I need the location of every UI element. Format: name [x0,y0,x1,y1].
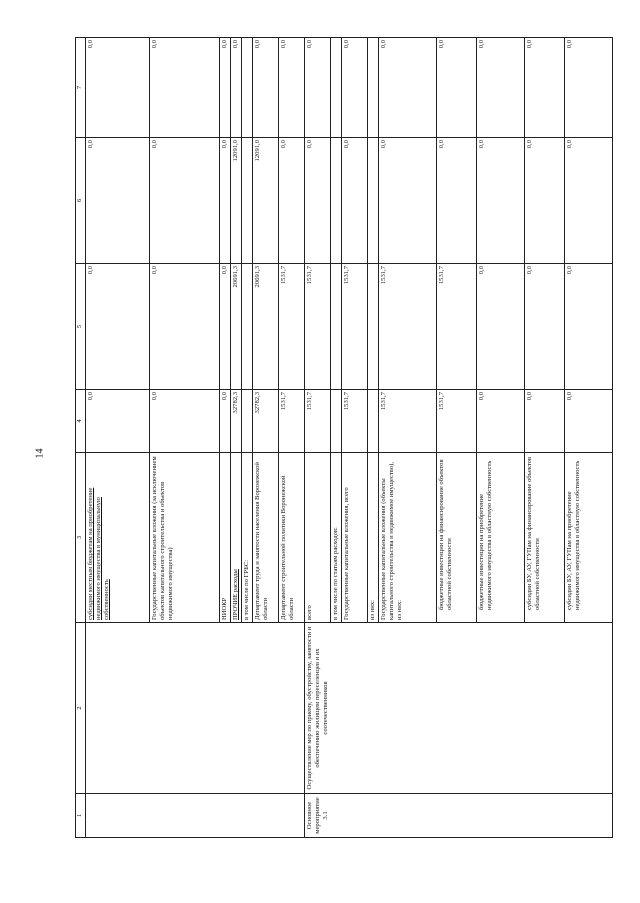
column-number: 1 [76,794,86,838]
value-col4: 0,0 [86,390,150,453]
value-col7: 0,0 [279,38,305,138]
value-col4: 1531,7 [279,390,305,453]
value-col5: 1531,7 [437,264,477,390]
value-col6 [242,138,253,264]
expense-label: бюджетные инвестиции на финансирование объектов областной собственности [437,453,477,623]
expense-label: Государственные капитальные вложения (за исключением объектов капитального строительства и объектов недвижимого имущества) [150,453,220,623]
value-col6: 0,0 [437,138,477,264]
value-col7: 0,0 [305,38,331,138]
value-col6 [368,138,379,264]
value-col6: 0,0 [342,138,368,264]
rotated-table-container [75,38,636,838]
expense-label: всего [305,453,331,623]
value-col7: 0,0 [150,38,220,138]
value-col7: 0,0 [86,38,150,138]
value-col5: 0,0 [525,264,565,390]
value-col4: 1531,7 [342,390,368,453]
column-number: 4 [76,390,86,453]
value-col6: 0,0 [477,138,525,264]
table-row [305,38,331,838]
activity-title-cell: Осуществление мер по приему, обустройству, занятости и обеспечению жилищем переселенцев и их соотечественников [305,623,613,794]
expense-label: субсидии БУ, АУ, ГУПам на финансирование объектов областной собственности [525,453,565,623]
value-col6: 0,0 [220,138,231,264]
value-col4: 0,0 [525,390,565,453]
table-row [86,38,150,838]
empty-cell [86,623,305,794]
value-col7: 0,0 [231,38,242,138]
value-col5: 20691,3 [231,264,242,390]
value-col5: 20691,3 [253,264,279,390]
value-col4 [331,390,342,453]
value-col5: 1531,7 [305,264,331,390]
value-col4: 1531,7 [437,390,477,453]
value-col7: 0,0 [379,38,437,138]
value-col6: 0,0 [565,138,613,264]
value-col4: 32782,3 [231,390,242,453]
empty-cell [86,794,305,838]
page-number: 14 [34,448,46,459]
value-col4: 1531,7 [379,390,437,453]
value-col6: 0,0 [150,138,220,264]
value-col5: 0,0 [565,264,613,390]
value-col5: 0,0 [220,264,231,390]
value-col7: 0,0 [477,38,525,138]
expense-label: ПРОЧИЕ расходы [231,453,242,623]
expense-label: субсидии БУ, АУ, ГУПам на приобретение недвижимого имущества в областную собственность [565,453,613,623]
value-col6: 12091,0 [231,138,242,264]
value-col5: 1531,7 [379,264,437,390]
value-col7: 0,0 [253,38,279,138]
value-col5 [331,264,342,390]
value-col6: 12091,0 [253,138,279,264]
expense-label: Государственные капитальные вложения (объекты капитального строительства и недвижимое имущество), из них: [379,453,437,623]
value-col5: 0,0 [477,264,525,390]
value-col4: 0,0 [150,390,220,453]
value-col5 [368,264,379,390]
value-col5: 1531,7 [279,264,305,390]
expense-label: бюджетные инвестиции на приобретение недвижимого имущества в областную собственность [477,453,525,623]
value-col4: 0,0 [220,390,231,453]
value-col5: 0,0 [86,264,150,390]
value-col7 [242,38,253,138]
value-col6: 0,0 [279,138,305,264]
expense-label: из них: [368,453,379,623]
value-col4: 1531,7 [305,390,331,453]
value-col7: 0,0 [220,38,231,138]
expense-label: в том числе по статьям расходов: [331,453,342,623]
value-col6: 0,0 [525,138,565,264]
value-col5: 1531,7 [342,264,368,390]
activity-code-cell: Основное мероприятие 3.1 [305,794,613,838]
value-col7 [368,38,379,138]
expense-label: субсидии местным бюджетам на приобретение недвижимого имущества в муниципальную собственность [86,453,150,623]
column-number-row [76,38,86,838]
value-col6 [331,138,342,264]
value-col4: 0,0 [477,390,525,453]
expense-label: НИОКР [220,453,231,623]
value-col7: 0,0 [565,38,613,138]
column-number: 2 [76,623,86,794]
budget-table [75,37,613,838]
expense-label: Департамент труда и занятости населения Воронежской области [253,453,279,623]
value-col6: 0,0 [86,138,150,264]
value-col5 [242,264,253,390]
expense-label: Государственные капитальные вложения, всего [342,453,368,623]
value-col7: 0,0 [437,38,477,138]
value-col5: 0,0 [150,264,220,390]
column-number: 6 [76,138,86,264]
value-col6: 0,0 [379,138,437,264]
value-col4: 32782,3 [253,390,279,453]
column-number: 3 [76,453,86,623]
expense-label: Департамент строительной политики Воронежской области [279,453,305,623]
value-col4 [368,390,379,453]
value-col7: 0,0 [525,38,565,138]
value-col7: 0,0 [342,38,368,138]
value-col6: 0,0 [305,138,331,264]
column-number: 7 [76,38,86,138]
value-col4 [242,390,253,453]
expense-label: в том числе по ГРБС: [242,453,253,623]
value-col4: 0,0 [565,390,613,453]
value-col7 [331,38,342,138]
column-number: 5 [76,264,86,390]
